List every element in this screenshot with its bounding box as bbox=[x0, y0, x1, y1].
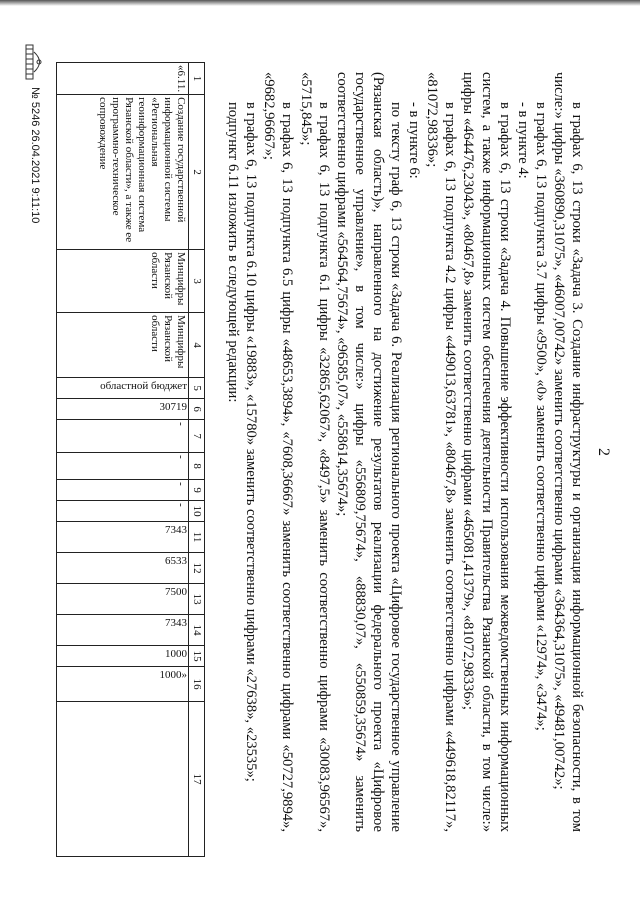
col-header: 7 bbox=[189, 420, 205, 453]
paragraph: в графах 6, 13 подпункта 6.1 цифры «32865,62067», «8497,5» заменить соответственно цифрами «30083,96567», «5715,845»; bbox=[297, 72, 332, 832]
cell-value bbox=[57, 667, 189, 702]
cell-value-text: 7500 bbox=[165, 586, 187, 599]
cell-value-text: 7343 bbox=[165, 524, 187, 537]
paragraph: в графах 6, 13 подпункта 6.10 цифры «19883», «15780» заменить соответственно цифрами «27638», «23535»; bbox=[243, 102, 260, 782]
footer bbox=[23, 42, 45, 862]
paragraph: - в пункте 4: bbox=[514, 102, 531, 179]
col-header: 6 bbox=[189, 399, 205, 420]
registration-number: № 5246 26.04.2021 9:11:10 bbox=[29, 87, 41, 224]
cell-total bbox=[57, 399, 189, 420]
cell-total-text: 30719 bbox=[159, 401, 187, 414]
paragraph: по тексту граф 6, 13 строки «Задача 6. Реализация регионального проекта «Цифровое государственное управление (Рязанская область)», направленного на достижение результатов реализации федерального проекта «Цифровое государственное управление», в том числе:» цифры «556809,75674», «88830,07», «550859,35674» заменить соответственно цифрами «564564,75674», «96585,07», «558614,35674»; bbox=[333, 72, 405, 832]
col-header: 8 bbox=[189, 453, 205, 480]
col-header: 5 bbox=[189, 378, 205, 399]
cell-value bbox=[57, 702, 189, 857]
cell-value-text: 6533 bbox=[165, 555, 187, 568]
page-number: 2 bbox=[595, 448, 612, 456]
cell-source-text: областной бюджет bbox=[100, 380, 187, 393]
cell-coexecutor: Минцифры Рязанской области bbox=[57, 313, 189, 378]
cell-value-text: 1000 bbox=[165, 648, 187, 661]
paragraph: в графах 6, 13 строки «Задача 3. Создание инфраструктуры и организация информационной безопасности, в том числе:» цифры «360890,31075», «46007,00742» заменить соответственно цифрами «364364,31075», «49481,00742»; bbox=[550, 72, 585, 832]
cell-value: - bbox=[57, 501, 189, 522]
scan-edge bbox=[0, 0, 640, 6]
cell-value: - bbox=[57, 480, 189, 501]
col-header: 4 bbox=[189, 313, 205, 378]
paragraph: в графах 6, 13 подпункта 6.5 цифры «48653,3894», «7608,36667» заменить соответственно цифрами «50727,9894», «9682,96667»; bbox=[261, 72, 296, 832]
cell-value bbox=[57, 646, 189, 667]
col-header: 12 bbox=[189, 553, 205, 584]
cell-value: - bbox=[57, 453, 189, 480]
cell-num: «6.11. bbox=[57, 63, 189, 95]
document-stamp-icon bbox=[25, 44, 45, 80]
cell-value bbox=[57, 615, 189, 646]
table-header-row bbox=[189, 63, 205, 857]
col-header: 14 bbox=[189, 615, 205, 646]
col-header: 1 bbox=[189, 63, 205, 95]
paragraph: подпункт 6.11 изложить в следующей редакции: bbox=[225, 102, 242, 403]
paragraph: в графах 6, 13 подпункта 4.2 цифры «449013,63781», «80467,8» заменить соответственно цифрами «449618,82117», «81072,98336»; bbox=[424, 72, 459, 832]
paragraph: - в пункте 6: bbox=[406, 102, 423, 179]
col-header: 16 bbox=[189, 667, 205, 702]
cell-value: - bbox=[57, 420, 189, 453]
col-header: 15 bbox=[189, 646, 205, 667]
cell-value-text: 1000» bbox=[159, 669, 187, 682]
col-header: 11 bbox=[189, 522, 205, 553]
cell-value-text: 7343 bbox=[165, 617, 187, 630]
paragraph: в графах 6, 13 строки «Задача 4. Повышение эффективности использования межведомственных информационных систем, а также информационных систем обеспечения деятельности Правительства Рязанской области, в том числе:» цифры «464476,23043», «80467,8» заменить соответственно цифрами «465081,41379», «81072,98336»; bbox=[460, 72, 513, 832]
body-text bbox=[224, 72, 586, 832]
paragraph: в графах 6, 13 подпункта 3.7 цифры «9500», «0» заменить соответственно цифрами «12974», «3474»; bbox=[532, 102, 549, 731]
col-header: 13 bbox=[189, 584, 205, 615]
col-header: 2 bbox=[189, 95, 205, 250]
cell-name: Создание государственной информационной системы «Региональная геоинформационная система Рязанской области», а также ее программно-техническое сопровождение bbox=[57, 95, 189, 250]
measures-table bbox=[56, 62, 205, 857]
cell-source bbox=[57, 378, 189, 399]
col-header: 9 bbox=[189, 480, 205, 501]
cell-value bbox=[57, 522, 189, 553]
col-header: 17 bbox=[189, 702, 205, 857]
table-row bbox=[57, 63, 189, 857]
cell-executor: Минцифры Рязанской области bbox=[57, 250, 189, 313]
cell-value bbox=[57, 584, 189, 615]
col-header: 3 bbox=[189, 250, 205, 313]
rotated-page bbox=[20, 22, 620, 882]
col-header: 10 bbox=[189, 501, 205, 522]
cell-value bbox=[57, 553, 189, 584]
